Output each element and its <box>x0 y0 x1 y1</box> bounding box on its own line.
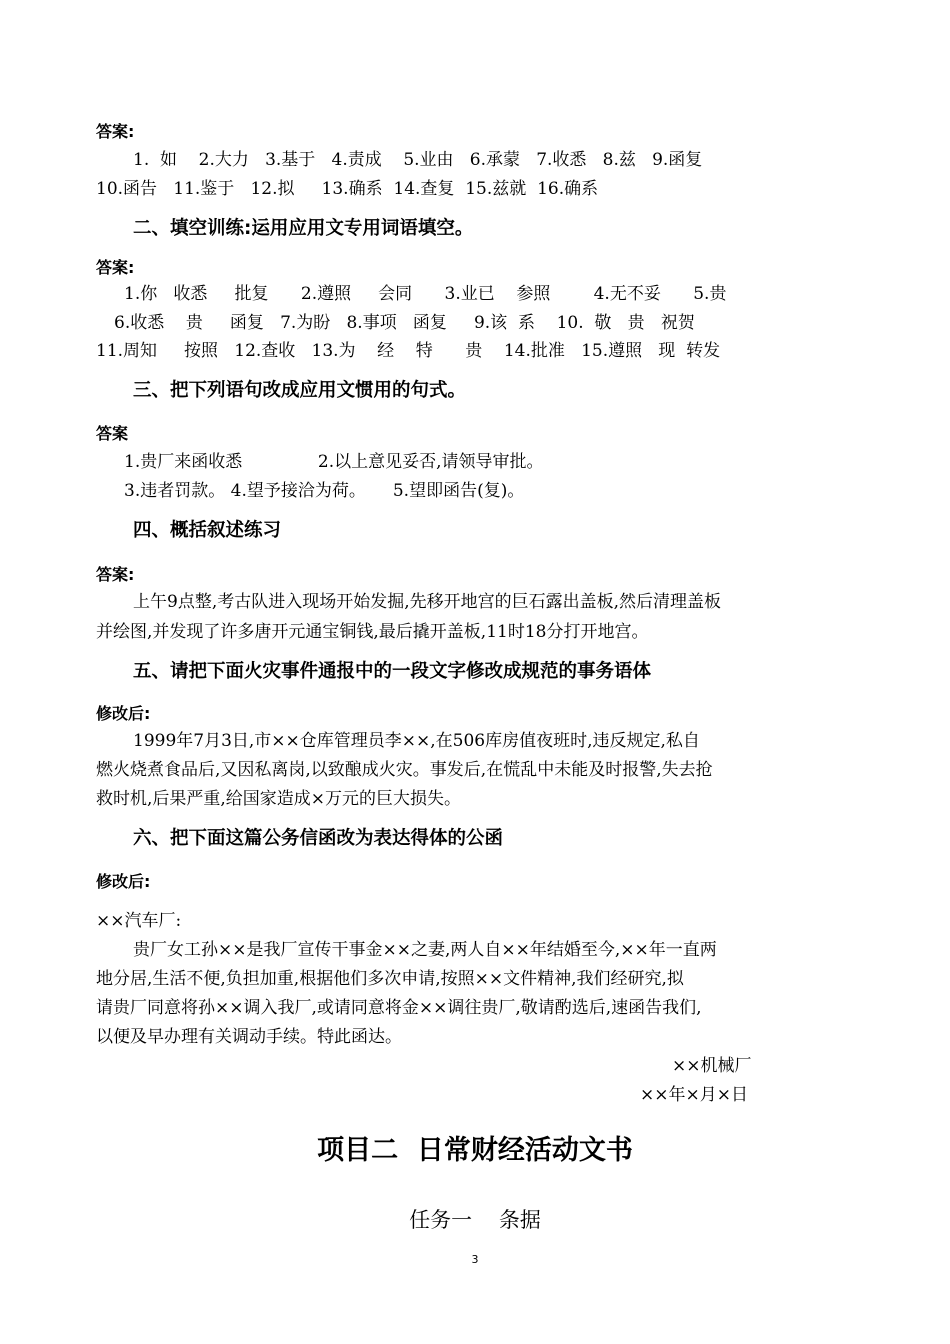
answer-line: 1.你 收悉 批复 2.遵照 会同 3.业已 参照 4.无不妥 5.贵 <box>124 284 727 304</box>
letter-date: ××年×月×日 <box>640 1085 748 1105</box>
task-title: 任务一 条据 <box>409 1208 541 1232</box>
revised-label: 修改后: <box>96 704 151 723</box>
section-heading: 四、概括叙述练习 <box>133 520 282 541</box>
section-heading: 六、把下面这篇公务信函改为表达得体的公函 <box>133 828 504 849</box>
paragraph-line: 上午9点整,考古队进入现场开始发掘,先移开地宫的巨石露出盖板,然后清理盖板 <box>133 592 722 612</box>
answer-label: 答案: <box>96 565 135 584</box>
section-heading: 二、填空训练:运用应用文专用词语填空。 <box>133 218 474 239</box>
section-heading: 五、请把下面火灾事件通报中的一段文字修改成规范的事务语体 <box>133 661 652 682</box>
paragraph-line: 救时机,后果严重,给国家造成×万元的巨大损失。 <box>96 789 462 809</box>
letter-line: 以便及早办理有关调动手续。特此函达。 <box>96 1027 402 1047</box>
answer-line: 6.收悉 贵 函复 7.为盼 8.事项 函复 9.该 系 10. 敬 贵 祝贺 <box>114 313 695 333</box>
section-heading: 三、把下列语句改成应用文惯用的句式。 <box>133 380 467 401</box>
answer-line: 10.函告 11.鉴于 12.拟 13.确系 14.查复 15.兹就 16.确系 <box>96 179 599 199</box>
paragraph-line: 并绘图,并发现了许多唐开元通宝铜钱,最后撬开盖板,11时18分打开地宫。 <box>96 622 649 642</box>
answer-line: 11.周知 按照 12.查收 13.为 经 特 贵 14.批准 15.遵照 现 转发 <box>96 341 721 361</box>
paragraph-line: 燃火烧煮食品后,又因私离岗,以致酿成火灾。事发后,在慌乱中未能及时报警,失去抢 <box>96 760 713 780</box>
project-title: 项目二 日常财经活动文书 <box>317 1135 633 1166</box>
page-number: 3 <box>471 1253 479 1266</box>
answer-line: 1. 如 2.大力 3.基于 4.责成 5.业由 6.承蒙 7.收悉 8.兹 9.函复 <box>133 150 703 170</box>
answer-label: 答案: <box>96 122 135 141</box>
letter-signature: ××机械厂 <box>672 1056 752 1076</box>
letter-salutation: ××汽车厂: <box>96 911 182 931</box>
letter-line: 请贵厂同意将孙××调入我厂,或请同意将金××调往贵厂,敬请酌选后,速函告我们, <box>96 998 702 1018</box>
revised-label: 修改后: <box>96 872 151 891</box>
paragraph-line: 1999年7月3日,市××仓库管理员李××,在506库房值夜班时,违反规定,私自 <box>133 731 700 751</box>
letter-line: 贵厂女工孙××是我厂宣传干事金××之妻,两人自××年结婚至今,××年一直两 <box>133 940 717 960</box>
answer-label: 答案 <box>96 424 129 443</box>
answer-label: 答案: <box>96 258 135 277</box>
letter-line: 地分居,生活不便,负担加重,根据他们多次申请,按照××文件精神,我们经研究,拟 <box>96 969 684 989</box>
answer-line: 3.违者罚款。 4.望予接洽为荷。 5.望即函告(复)。 <box>124 481 525 501</box>
answer-line: 1.贵厂来函收悉 2.以上意见妥否,请领导审批。 <box>124 452 544 472</box>
